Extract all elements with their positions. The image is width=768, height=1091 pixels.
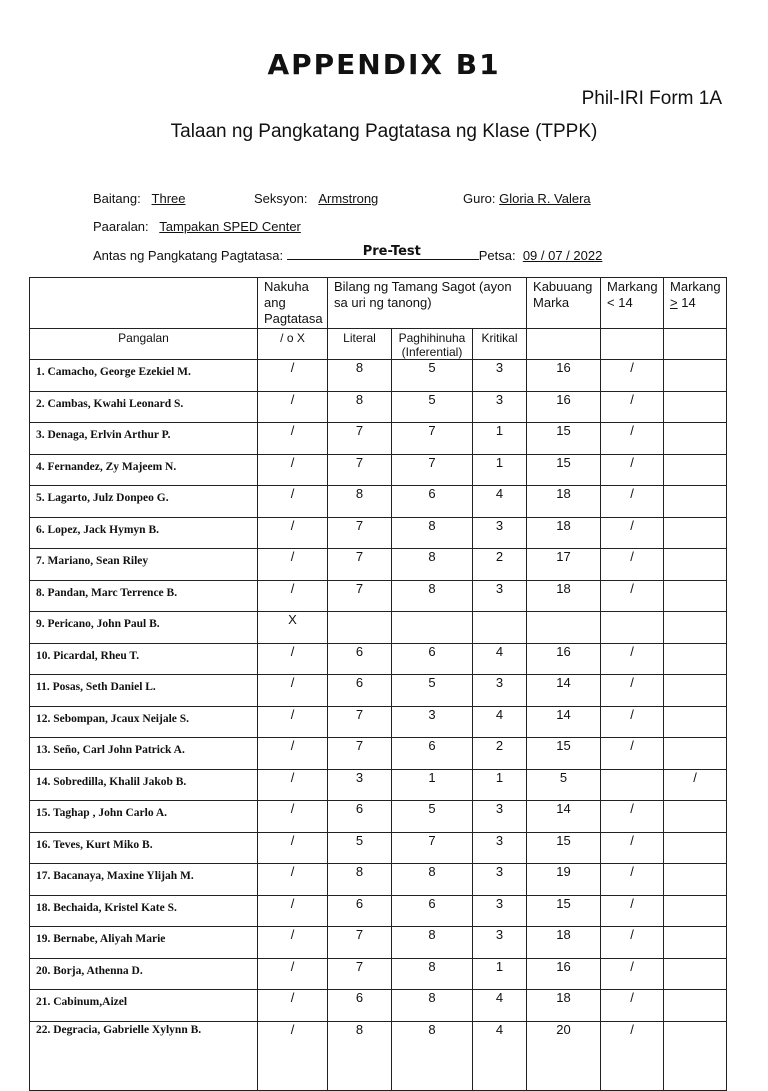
at-least-14-cell — [664, 454, 727, 486]
at-least-14-cell — [664, 864, 727, 896]
below-14-cell — [601, 769, 664, 801]
took-mark-cell: / — [258, 580, 328, 612]
took-mark-cell: / — [258, 391, 328, 423]
literal-cell: 7 — [328, 454, 392, 486]
table-row — [30, 801, 727, 833]
literal-cell: 6 — [328, 643, 392, 675]
at-least-14-cell — [664, 1021, 727, 1090]
at-least-14-cell — [664, 801, 727, 833]
student-name-cell: 5. Lagarto, Julz Donpeo G. — [30, 486, 258, 518]
student-name-cell: 6. Lopez, Jack Hymyn B. — [30, 517, 258, 549]
took-mark-cell: X — [258, 612, 328, 644]
header-below-14: Markang < 14 — [601, 278, 664, 329]
inferential-cell: 6 — [392, 738, 473, 770]
student-name-cell: 13. Seño, Carl John Patrick A. — [30, 738, 258, 770]
header-at-least-value: 14 — [677, 295, 696, 310]
literal-cell: 7 — [328, 927, 392, 959]
below-14-cell: / — [601, 549, 664, 581]
student-name-cell: 21. Cabinum,Aizel — [30, 990, 258, 1022]
total-score-cell: 18 — [527, 990, 601, 1022]
table-row — [30, 454, 727, 486]
critical-cell: 3 — [473, 927, 527, 959]
table-row — [30, 360, 727, 392]
took-mark-cell: / — [258, 1021, 328, 1090]
below-14-cell: / — [601, 423, 664, 455]
at-least-14-cell — [664, 423, 727, 455]
header-critical: Kritikal — [473, 329, 527, 360]
literal-cell: 7 — [328, 549, 392, 581]
table-row — [30, 864, 727, 896]
inferential-cell: 8 — [392, 580, 473, 612]
critical-cell: 3 — [473, 895, 527, 927]
below-14-cell: / — [601, 832, 664, 864]
student-name-cell: 16. Teves, Kurt Miko B. — [30, 832, 258, 864]
student-name-cell: 12. Sebompan, Jcaux Neijale S. — [30, 706, 258, 738]
critical-cell: 3 — [473, 675, 527, 707]
total-score-cell: 15 — [527, 832, 601, 864]
critical-cell — [473, 612, 527, 644]
critical-cell: 1 — [473, 454, 527, 486]
literal-cell: 7 — [328, 706, 392, 738]
assessment-level-value: Pre-Test — [362, 244, 421, 259]
table-row — [30, 391, 727, 423]
critical-cell: 3 — [473, 360, 527, 392]
took-mark-cell: / — [258, 864, 328, 896]
took-mark-cell: / — [258, 360, 328, 392]
critical-cell: 4 — [473, 643, 527, 675]
student-name-cell: 20. Borja, Athenna D. — [30, 958, 258, 990]
form-subtitle: Talaan ng Pangkatang Pagtatasa ng Klase (TPPK) — [170, 121, 598, 142]
inferential-cell: 8 — [392, 864, 473, 896]
total-score-cell: 18 — [527, 486, 601, 518]
grade-value: Three — [151, 191, 186, 206]
header-at-least-symbol: > — [670, 295, 678, 310]
took-mark-cell: / — [258, 927, 328, 959]
inferential-cell: 6 — [392, 486, 473, 518]
total-score-cell: 16 — [527, 360, 601, 392]
teacher-label: Guro: — [463, 191, 496, 206]
at-least-14-cell — [664, 738, 727, 770]
table-row — [30, 927, 727, 959]
total-score-cell: 16 — [527, 643, 601, 675]
critical-cell: 2 — [473, 549, 527, 581]
student-name-cell: 14. Sobredilla, Khalil Jakob B. — [30, 769, 258, 801]
literal-cell: 8 — [328, 391, 392, 423]
table-header-row — [30, 278, 727, 329]
table-row — [30, 675, 727, 707]
literal-cell: 6 — [328, 675, 392, 707]
took-mark-cell: / — [258, 738, 328, 770]
at-least-14-cell — [664, 990, 727, 1022]
inferential-cell: 8 — [392, 927, 473, 959]
critical-cell: 3 — [473, 832, 527, 864]
literal-cell: 8 — [328, 360, 392, 392]
header-empty-total — [527, 329, 601, 360]
total-score-cell: 18 — [527, 580, 601, 612]
total-score-cell: 15 — [527, 895, 601, 927]
total-score-cell: 18 — [527, 927, 601, 959]
below-14-cell: / — [601, 454, 664, 486]
inferential-cell: 7 — [392, 454, 473, 486]
at-least-14-cell — [664, 360, 727, 392]
table-row — [30, 706, 727, 738]
table-row — [30, 769, 727, 801]
took-mark-cell: / — [258, 423, 328, 455]
critical-cell: 3 — [473, 391, 527, 423]
header-blank-cell — [30, 278, 258, 329]
header-correct-answers: Bilang ng Tamang Sagot (ayon sa uri ng tanong) — [328, 278, 527, 329]
took-mark-cell: / — [258, 675, 328, 707]
at-least-14-cell — [664, 549, 727, 581]
at-least-14-cell — [664, 580, 727, 612]
inferential-cell: 8 — [392, 990, 473, 1022]
below-14-cell: / — [601, 675, 664, 707]
total-score-cell — [527, 612, 601, 644]
assessment-level-label: Antas ng Pangkatang Pagtatasa: — [93, 248, 284, 263]
total-score-cell: 20 — [527, 1021, 601, 1090]
header-at-least-prefix: Markang — [670, 279, 721, 294]
table-row — [30, 423, 727, 455]
at-least-14-cell — [664, 832, 727, 864]
total-score-cell: 16 — [527, 958, 601, 990]
at-least-14-cell — [664, 517, 727, 549]
school-value: Tampakan SPED Center — [159, 219, 301, 234]
critical-cell: 3 — [473, 580, 527, 612]
literal-cell: 6 — [328, 801, 392, 833]
teacher-field — [463, 191, 614, 206]
took-mark-cell: / — [258, 832, 328, 864]
literal-cell: 7 — [328, 580, 392, 612]
took-mark-cell: / — [258, 454, 328, 486]
inferential-cell: 3 — [392, 706, 473, 738]
student-name-cell: 18. Bechaida, Kristel Kate S. — [30, 895, 258, 927]
student-name-cell: 11. Posas, Seth Daniel L. — [30, 675, 258, 707]
header-inferential: Paghihinuha (Inferential) — [392, 329, 473, 360]
grade-label: Baitang: — [93, 191, 141, 206]
took-mark-cell: / — [258, 990, 328, 1022]
table-row — [30, 990, 727, 1022]
literal-cell: 7 — [328, 958, 392, 990]
took-mark-cell: / — [258, 549, 328, 581]
at-least-14-cell — [664, 927, 727, 959]
header-literal: Literal — [328, 329, 392, 360]
at-least-14-cell: / — [664, 769, 727, 801]
below-14-cell: / — [601, 360, 664, 392]
student-name-cell: 15. Taghap , John Carlo A. — [30, 801, 258, 833]
inferential-cell: 5 — [392, 360, 473, 392]
table-row — [30, 486, 727, 518]
literal-cell: 3 — [328, 769, 392, 801]
below-14-cell — [601, 612, 664, 644]
took-mark-cell: / — [258, 801, 328, 833]
student-name-cell: 2. Cambas, Kwahi Leonard S. — [30, 391, 258, 423]
student-name-cell: 17. Bacanaya, Maxine Ylijah M. — [30, 864, 258, 896]
literal-cell: 8 — [328, 486, 392, 518]
total-score-cell: 19 — [527, 864, 601, 896]
table-row — [30, 643, 727, 675]
critical-cell: 1 — [473, 769, 527, 801]
at-least-14-cell — [664, 612, 727, 644]
total-score-cell: 15 — [527, 423, 601, 455]
table-subheader-row — [30, 329, 727, 360]
total-score-cell: 14 — [527, 675, 601, 707]
header-empty-below — [601, 329, 664, 360]
below-14-cell: / — [601, 801, 664, 833]
literal-cell: 7 — [328, 423, 392, 455]
inferential-cell: 5 — [392, 391, 473, 423]
assessment-level-field — [93, 244, 603, 263]
critical-cell: 4 — [473, 1021, 527, 1090]
critical-cell: 1 — [473, 958, 527, 990]
inferential-cell: 7 — [392, 832, 473, 864]
took-mark-cell: / — [258, 706, 328, 738]
critical-cell: 1 — [473, 423, 527, 455]
below-14-cell: / — [601, 958, 664, 990]
critical-cell: 4 — [473, 486, 527, 518]
student-name-cell: 22. Degracia, Gabrielle Xylynn B. — [30, 1021, 258, 1090]
table-row — [30, 832, 727, 864]
form-id: Phil-IRI Form 1A — [581, 88, 722, 109]
at-least-14-cell — [664, 895, 727, 927]
section-field — [254, 191, 429, 206]
header-name: Pangalan — [30, 329, 258, 360]
table-row — [30, 958, 727, 990]
total-score-cell: 16 — [527, 391, 601, 423]
took-mark-cell: / — [258, 769, 328, 801]
inferential-cell: 6 — [392, 643, 473, 675]
below-14-cell: / — [601, 927, 664, 959]
student-name-cell: 1. Camacho, George Ezekiel M. — [30, 360, 258, 392]
below-14-cell: / — [601, 391, 664, 423]
section-label: Seksyon: — [254, 191, 308, 206]
class-assessment-table — [29, 277, 727, 1091]
at-least-14-cell — [664, 675, 727, 707]
at-least-14-cell — [664, 391, 727, 423]
took-mark-cell: / — [258, 958, 328, 990]
literal-cell: 8 — [328, 1021, 392, 1090]
below-14-cell: / — [601, 990, 664, 1022]
table-row — [30, 895, 727, 927]
took-mark-cell: / — [258, 643, 328, 675]
date-value: 09 / 07 / 2022 — [522, 248, 603, 263]
at-least-14-cell — [664, 706, 727, 738]
at-least-14-cell — [664, 958, 727, 990]
student-name-cell: 9. Pericano, John Paul B. — [30, 612, 258, 644]
section-value: Armstrong — [318, 191, 379, 206]
literal-cell: 7 — [328, 738, 392, 770]
inferential-cell: 8 — [392, 1021, 473, 1090]
critical-cell: 4 — [473, 706, 527, 738]
literal-cell — [328, 612, 392, 644]
took-mark-cell: / — [258, 895, 328, 927]
inferential-cell: 1 — [392, 769, 473, 801]
inferential-cell: 5 — [392, 801, 473, 833]
student-name-cell: 3. Denaga, Erlvin Arthur P. — [30, 423, 258, 455]
appendix-title: APPENDIX B1 — [267, 48, 501, 81]
table-row — [30, 580, 727, 612]
assessment-level-line — [287, 244, 479, 260]
inferential-cell: 8 — [392, 517, 473, 549]
literal-cell: 6 — [328, 990, 392, 1022]
date-label: Petsa: — [478, 248, 516, 263]
inferential-cell: 7 — [392, 423, 473, 455]
inferential-cell — [392, 612, 473, 644]
took-mark-cell: / — [258, 486, 328, 518]
total-score-cell: 14 — [527, 706, 601, 738]
student-name-cell: 8. Pandan, Marc Terrence B. — [30, 580, 258, 612]
table-row — [30, 612, 727, 644]
header-took-mark: / o X — [258, 329, 328, 360]
total-score-cell: 15 — [527, 738, 601, 770]
below-14-cell: / — [601, 864, 664, 896]
below-14-cell: / — [601, 580, 664, 612]
literal-cell: 6 — [328, 895, 392, 927]
total-score-cell: 5 — [527, 769, 601, 801]
inferential-cell: 6 — [392, 895, 473, 927]
took-mark-cell: / — [258, 517, 328, 549]
school-label: Paaralan: — [93, 219, 149, 234]
total-score-cell: 17 — [527, 549, 601, 581]
critical-cell: 3 — [473, 517, 527, 549]
literal-cell: 8 — [328, 864, 392, 896]
student-name-cell: 4. Fernandez, Zy Majeem N. — [30, 454, 258, 486]
literal-cell: 5 — [328, 832, 392, 864]
header-total-score: Kabuuang Marka — [527, 278, 601, 329]
table-row — [30, 738, 727, 770]
school-field — [93, 219, 301, 234]
below-14-cell: / — [601, 738, 664, 770]
at-least-14-cell — [664, 486, 727, 518]
header-at-least-14 — [664, 278, 727, 329]
at-least-14-cell — [664, 643, 727, 675]
table-row — [30, 549, 727, 581]
inferential-cell: 8 — [392, 549, 473, 581]
below-14-cell: / — [601, 895, 664, 927]
critical-cell: 3 — [473, 864, 527, 896]
table-row — [30, 1021, 727, 1090]
inferential-cell: 8 — [392, 958, 473, 990]
below-14-cell: / — [601, 486, 664, 518]
below-14-cell: / — [601, 643, 664, 675]
teacher-value: Gloria R. Valera — [499, 191, 591, 206]
student-name-cell: 7. Mariano, Sean Riley — [30, 549, 258, 581]
header-took-test: Nakuha ang Pagtatasa — [258, 278, 328, 329]
student-name-cell: 10. Picardal, Rheu T. — [30, 643, 258, 675]
total-score-cell: 14 — [527, 801, 601, 833]
table-row — [30, 517, 727, 549]
total-score-cell: 18 — [527, 517, 601, 549]
student-name-cell: 19. Bernabe, Aliyah Marie — [30, 927, 258, 959]
grade-field — [93, 191, 230, 206]
critical-cell: 3 — [473, 801, 527, 833]
literal-cell: 7 — [328, 517, 392, 549]
header-empty-atleast — [664, 329, 727, 360]
below-14-cell: / — [601, 1021, 664, 1090]
total-score-cell: 15 — [527, 454, 601, 486]
below-14-cell: / — [601, 517, 664, 549]
critical-cell: 4 — [473, 990, 527, 1022]
below-14-cell: / — [601, 706, 664, 738]
inferential-cell: 5 — [392, 675, 473, 707]
critical-cell: 2 — [473, 738, 527, 770]
